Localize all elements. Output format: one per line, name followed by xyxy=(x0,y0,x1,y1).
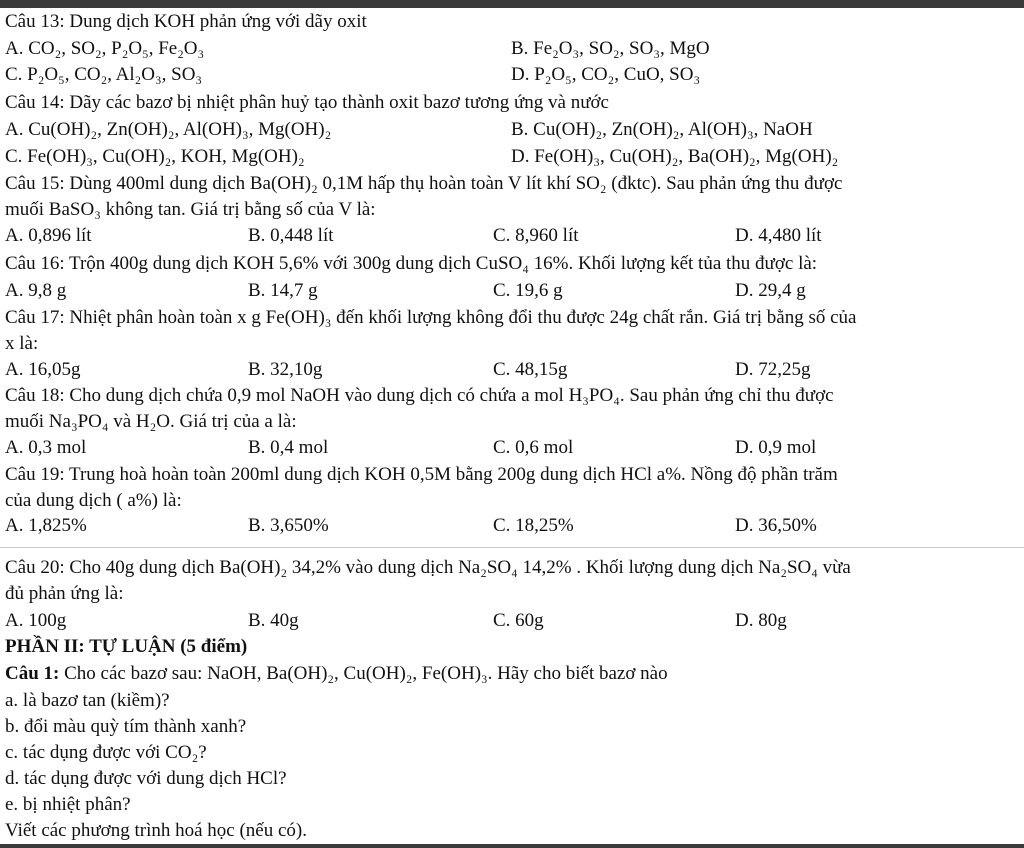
part2-item-b: b. đổi màu quỳ tím thành xanh? xyxy=(5,716,247,737)
q13-stem: Câu 13: Dung dịch KOH phản ứng với dãy oxit xyxy=(5,11,367,32)
q16-option-d: D. 29,4 g xyxy=(735,280,806,301)
q13-option-b: B. Fe₂O₃, SO₂, SO₃, MgO xyxy=(511,38,710,59)
q15-option-b: B. 0,448 lít xyxy=(248,225,334,246)
part2-heading: PHẦN II: TỰ LUẬN (5 điểm) xyxy=(5,636,248,657)
q14-option-c: C. Fe(OH)₃, Cu(OH)₂, KOH, Mg(OH)₂ xyxy=(5,146,305,167)
q14-option-b: B. Cu(OH)₂, Zn(OH)₂, Al(OH)₃, NaOH xyxy=(511,119,813,140)
q20-option-b: B. 40g xyxy=(248,610,299,631)
q20-stem-line2: đủ phản ứng là: xyxy=(5,583,124,604)
q19-option-c: C. 18,25% xyxy=(493,515,574,536)
q16-option-c: C. 19,6 g xyxy=(493,280,563,301)
q15-option-d: D. 4,480 lít xyxy=(735,225,822,246)
q16-stem: Câu 16: Trộn 400g dung dịch KOH 5,6% với 300g dung dịch CuSO₄ 16%. Khối lượng kết tủa thu được là: xyxy=(5,253,818,274)
q17-option-a: A. 16,05g xyxy=(5,359,81,380)
bottom-border xyxy=(0,844,1024,848)
part2-closing: Viết các phương trình hoá học (nếu có). xyxy=(5,820,307,841)
q17-option-b: B. 32,10g xyxy=(248,359,323,380)
q19-option-a: A. 1,825% xyxy=(5,515,87,536)
top-border xyxy=(0,0,1024,8)
q18-option-a: A. 0,3 mol xyxy=(5,437,87,458)
part2-question1 xyxy=(5,662,668,686)
q18-option-d: D. 0,9 mol xyxy=(735,437,817,458)
part2-item-e: e. bị nhiệt phân? xyxy=(5,794,131,815)
q17-option-c: C. 48,15g xyxy=(493,359,568,380)
part2-q1-label: Câu 1: xyxy=(5,663,60,684)
q20-option-c: C. 60g xyxy=(493,610,544,631)
q18-stem-line1: Câu 18: Cho dung dịch chứa 0,9 mol NaOH vào dung dịch có chứa a mol H₃PO₄. Sau phản ứng chỉ thu được xyxy=(5,385,834,406)
q20-stem-line1: Câu 20: Cho 40g dung dịch Ba(OH)₂ 34,2% vào dung dịch Na₂SO₄ 14,2% . Khối lượng dung dịch Na₂SO₄ vừa xyxy=(5,557,851,578)
q20-option-a: A. 100g xyxy=(5,610,67,631)
q15-stem-line1: Câu 15: Dùng 400ml dung dịch Ba(OH)₂ 0,1M hấp thụ hoàn toàn V lít khí SO₂ (đktc). Sau phản ứng thu được xyxy=(5,173,843,194)
q19-option-b: B. 3,650% xyxy=(248,515,329,536)
q19-option-d: D. 36,50% xyxy=(735,515,817,536)
q15-option-c: C. 8,960 lít xyxy=(493,225,579,246)
q14-stem: Câu 14: Dãy các bazơ bị nhiệt phân huỷ tạo thành oxit bazơ tương ứng và nước xyxy=(5,92,609,113)
q13-option-a: A. CO₂, SO₂, P₂O₅, Fe₂O₃ xyxy=(5,38,205,59)
q18-option-c: C. 0,6 mol xyxy=(493,437,574,458)
section-divider xyxy=(0,547,1024,548)
q18-stem-line2: muối Na₃PO₄ và H₂O. Giá trị của a là: xyxy=(5,411,297,432)
part2-item-d: d. tác dụng được với dung dịch HCl? xyxy=(5,768,287,789)
q13-option-d: D. P₂O₅, CO₂, CuO, SO₃ xyxy=(511,64,701,85)
q17-stem-line1: Câu 17: Nhiệt phân hoàn toàn x g Fe(OH)₃ đến khối lượng không đổi thu được 24g chất rắn. Giá trị bằng số của xyxy=(5,307,857,328)
q14-option-d: D. Fe(OH)₃, Cu(OH)₂, Ba(OH)₂, Mg(OH)₂ xyxy=(511,146,839,167)
part2-q1-text: Cho các bazơ sau: NaOH, Ba(OH)₂, Cu(OH)₂, Fe(OH)₃. Hãy cho biết bazơ nào xyxy=(59,663,668,684)
q15-stem-line2: muối BaSO₃ không tan. Giá trị bằng số của V là: xyxy=(5,199,376,220)
q20-option-d: D. 80g xyxy=(735,610,787,631)
part2-item-c: c. tác dụng được với CO₂? xyxy=(5,742,207,763)
q14-option-a: A. Cu(OH)₂, Zn(OH)₂, Al(OH)₃, Mg(OH)₂ xyxy=(5,119,332,140)
q15-option-a: A. 0,896 lít xyxy=(5,225,92,246)
part2-item-a: a. là bazơ tan (kiềm)? xyxy=(5,690,170,711)
q16-option-a: A. 9,8 g xyxy=(5,280,67,301)
q17-option-d: D. 72,25g xyxy=(735,359,811,380)
q13-option-c: C. P₂O₅, CO₂, Al₂O₃, SO₃ xyxy=(5,64,203,85)
q18-option-b: B. 0,4 mol xyxy=(248,437,329,458)
q19-stem-line2: của dung dịch ( a%) là: xyxy=(5,490,182,511)
q16-option-b: B. 14,7 g xyxy=(248,280,318,301)
q19-stem-line1: Câu 19: Trung hoà hoàn toàn 200ml dung dịch KOH 0,5M bằng 200g dung dịch HCl a%. Nồng độ phần trăm xyxy=(5,464,838,485)
q17-stem-line2: x là: xyxy=(5,333,39,354)
